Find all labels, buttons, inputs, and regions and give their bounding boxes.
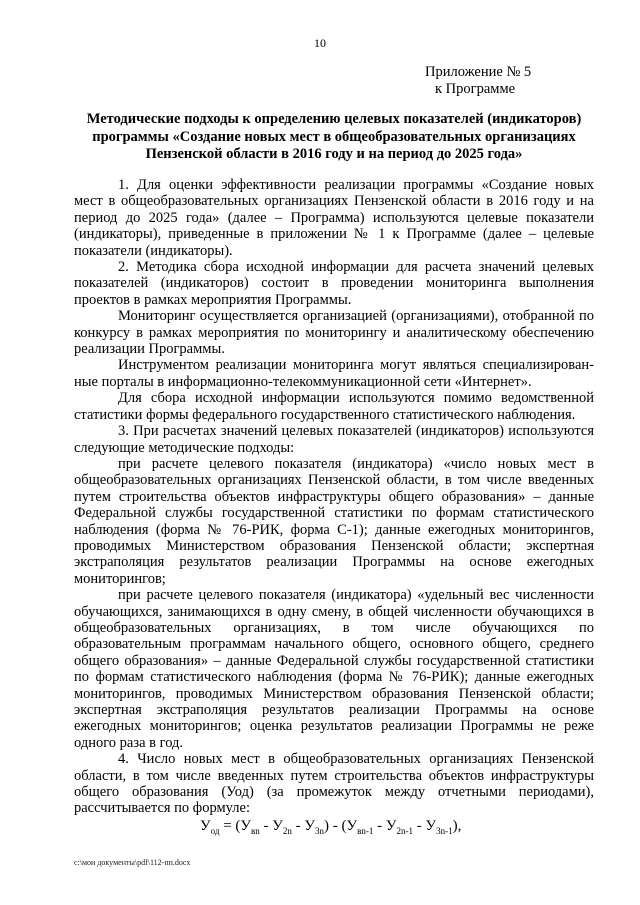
paragraph: 3. При расчетах значений целевых показателей (индикаторов) используются следующие методические подходы: xyxy=(74,423,594,456)
appendix-header xyxy=(425,64,531,98)
formula-symbol: У xyxy=(425,818,437,834)
formula-subscript: од xyxy=(210,826,220,836)
paragraph: 4. Число новых мест в общеобразовательных организациях Пензенской области, в том числе введенных путем строительства объектов инфраструктуры общего образования (Уод) (за промежуток между отчетными периодами), рассчитывается по формуле: xyxy=(74,751,594,817)
formula-symbol: У xyxy=(240,818,252,834)
formula-subscript: 2n-1 xyxy=(396,826,414,836)
formula-symbol: У xyxy=(385,818,397,834)
formula-text: ) - ( xyxy=(324,818,347,834)
page-number: 10 xyxy=(314,36,326,50)
formula-text: - xyxy=(291,818,305,834)
document-body xyxy=(74,177,594,817)
formula-subscript: 3n xyxy=(315,826,325,836)
formula-symbol: У xyxy=(346,818,358,834)
file-path-footer: c:\мои документы\pdf\112-пп.docx xyxy=(74,858,191,867)
paragraph: 1. Для оценки эффективности реализации программы «Создание новых мест в общеобразовательных организациях Пензенской области в 2016 году и на период до 2025 года» (далее – Программа) используются целевые показатели (индикаторы), приведенные в приложении № 1 к Программе (далее – целевые показатели (индикаторы). xyxy=(74,177,594,259)
formula-subscript: 2n xyxy=(282,826,292,836)
paragraph: при расчете целевого показателя (индикатора) «удельный вес численности обучающихся, занимающихся в одну смену, в общей численности обучающихся в общеобразовательных организациях, в том числе обучающихся по образовательным программам начального общего, основного общего, среднего общего образования» – данные Федеральной службы государственной статистики по формам статистического наблюдения (форма № 76-РИК); данные ежегодных мониторингов, проводимых Министерством образования Пензенской области; экспертная экстраполяция результатов реализации Программы на основе ежегодных мониторингов; оценка результатов реализации Программы не реже одного раза в год. xyxy=(74,587,594,751)
formula-symbol: У xyxy=(272,818,283,834)
formula-symbol: У xyxy=(304,818,316,834)
formula-symbol: У xyxy=(200,818,211,834)
formula-text: - xyxy=(373,818,386,834)
formula-subscript: вn-1 xyxy=(357,826,374,836)
document-title: Методические подходы к определению целевых показателей (индикаторов) программы «Создание новых мест в общеобразовательных организациях Пензенской области в 2016 году и на период до 2025 года» xyxy=(86,111,582,162)
paragraph: 2. Методика сбора исходной информации для расчета значений целевых показателей (индикаторов) состоит в проведении мониторинга выполнения проектов в рамках мероприятия Программы. xyxy=(74,259,594,308)
formula-text: = ( xyxy=(219,818,241,834)
formula-subscript: вn xyxy=(251,826,260,836)
formula-text: - xyxy=(259,818,273,834)
appendix-line-1: Приложение № 5 xyxy=(425,64,532,80)
formula-text: ), xyxy=(452,818,462,834)
formula-subscript: 3n-1 xyxy=(436,826,453,836)
formula xyxy=(200,818,461,836)
paragraph: Мониторинг осуществляется организацией (организациями), отобранной по конкурсу в рамках мероприятия по мониторингу и аналитическому обеспечению реализации Программы. xyxy=(74,308,594,358)
paragraph: при расчете целевого показателя (индикатора) «число новых мест в общеобразовательных организациях Пензенской области, в том числе введенных путем строительства объектов инфраструктуры общего образования» – данные Федеральной службы государственной статистики по формам статистического наблюдения (форма № 76-РИК, форма С-1); данные ежегодных мониторингов, проводимых Министерством образования Пензенской области; экспертная экстраполяция результатов реализации Программы на основе ежегодных мониторингов; xyxy=(74,455,594,587)
paragraph: Инструментом реализации мониторинга могут являться специализирован-ные порталы в информационно-телекоммуникационной сети «Интернет». xyxy=(74,357,594,390)
paragraph: Для сбора исходной информации используются помимо ведомственной статистики формы федерального государственного статистического наблюдения. xyxy=(74,390,594,423)
formula-text: - xyxy=(413,818,426,834)
appendix-line-2: к Программе xyxy=(435,81,516,97)
